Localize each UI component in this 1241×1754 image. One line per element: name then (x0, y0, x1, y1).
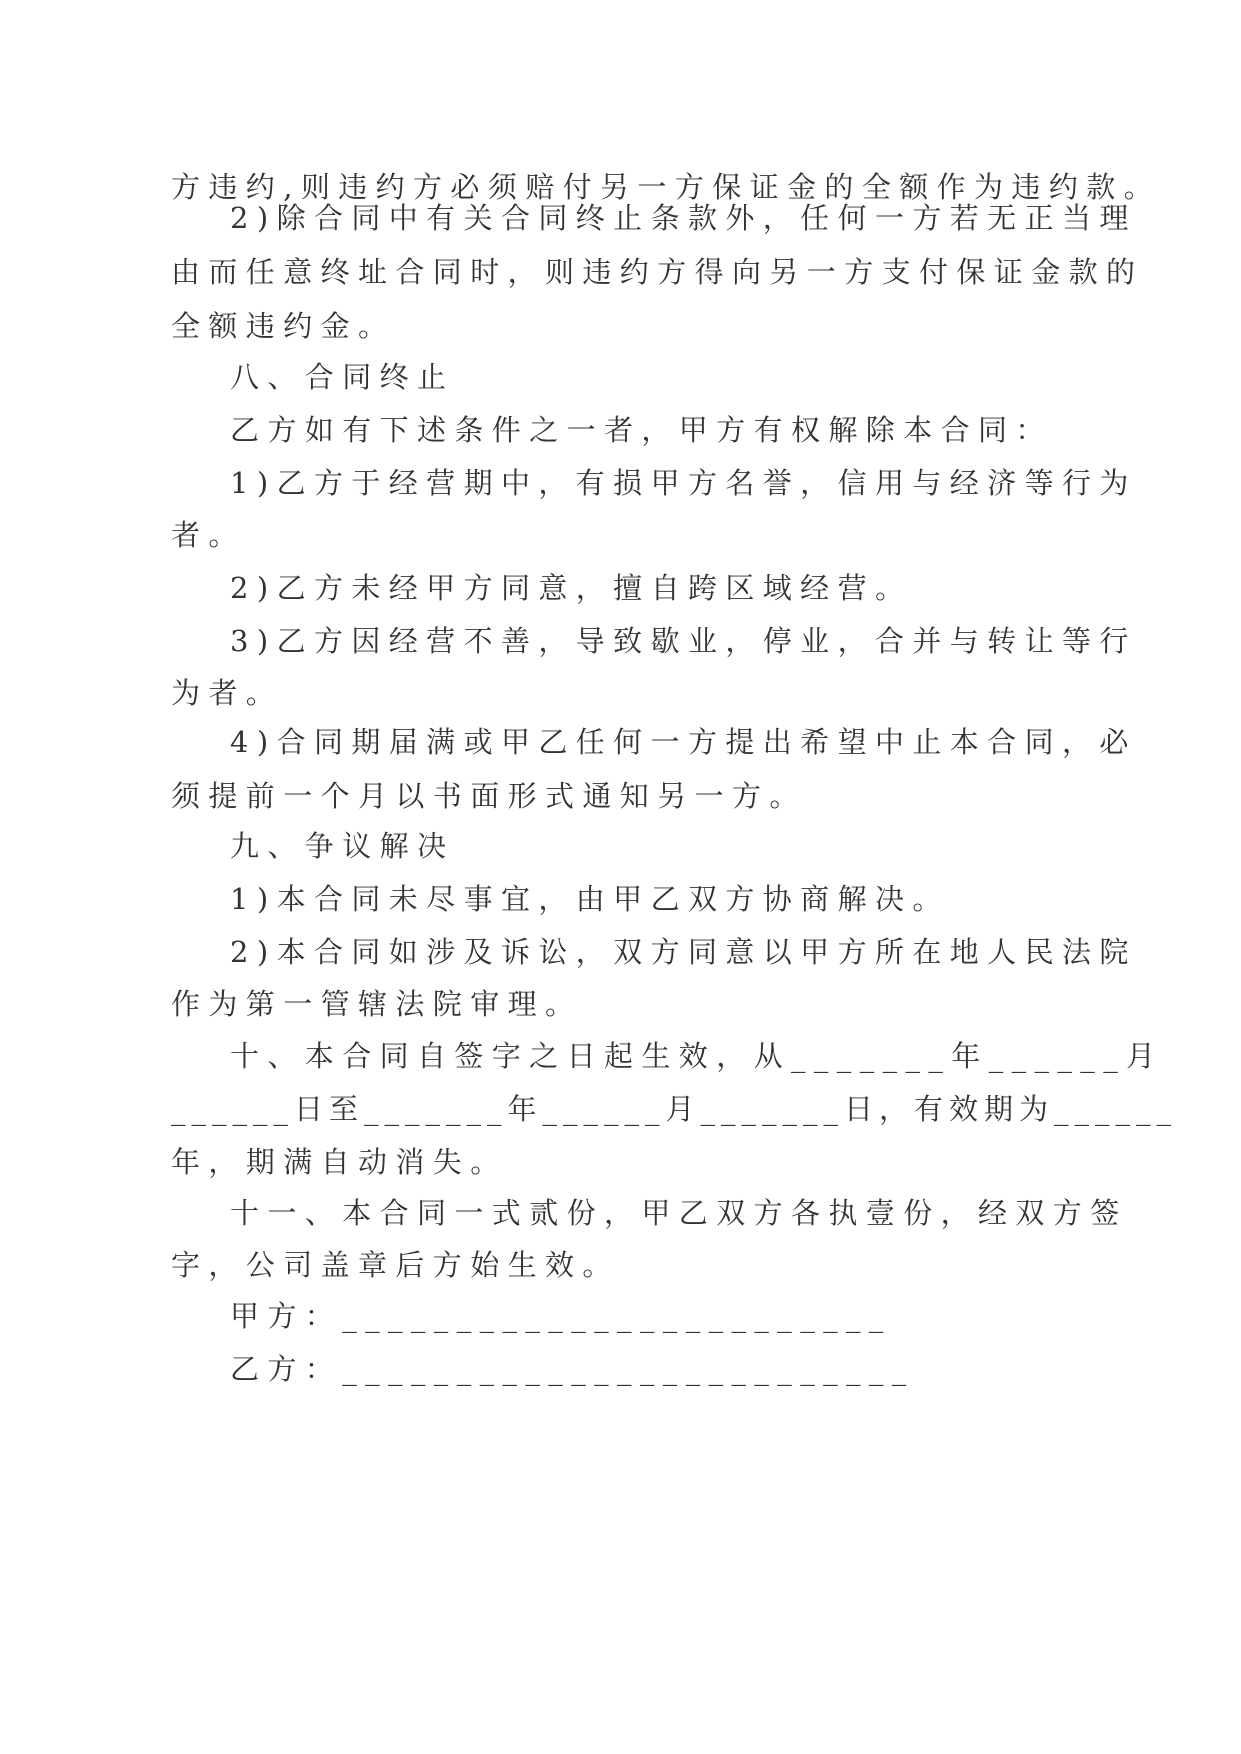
text-line: 字，公司盖章后方始生效。 (171, 1248, 620, 1282)
text-line: 2)除合同中有关合同终止条款外，任何一方若无正当理 (230, 201, 1137, 235)
text-line: 十一、本合同一式贰份，甲乙双方各执壹份，经双方签 (230, 1196, 1128, 1230)
section-heading: 八、合同终止 (230, 360, 455, 394)
text-line: 1)本合同未尽事宜，由甲乙双方协商解决。 (230, 882, 950, 916)
text-line: 须提前一个月以书面形式通知另一方。 (171, 779, 807, 813)
signature-line-party-a: 甲方：________________________ (230, 1299, 892, 1333)
text-line: 4)合同期届满或甲乙任何一方提出希望中止本合同，必 (230, 725, 1137, 759)
section-heading: 九、争议解决 (230, 829, 455, 863)
text-line: 2)本合同如涉及诉讼，双方同意以甲方所在地人民法院 (230, 935, 1137, 969)
text-line: 3)乙方因经营不善，导致歇业，停业，合并与转让等行 (230, 624, 1137, 658)
text-line: 为者。 (171, 676, 284, 710)
text-line: 作为第一管辖法院审理。 (171, 987, 583, 1021)
text-line: 由而任意终址合同时，则违约方得向另一方支付保证金款的 (171, 255, 1144, 289)
text-line: 方违约,则违约方必须赔付另一方保证金的全额作为违约款。 (171, 170, 1162, 204)
signature-line-party-b: 乙方：_________________________ (230, 1352, 915, 1386)
text-line: 2)乙方未经甲方同意，擅自跨区域经营。 (230, 571, 913, 605)
text-line: 乙方如有下述条件之一者，甲方有权解除本合同： (230, 413, 1053, 447)
text-line: 全额违约金。 (171, 309, 396, 343)
text-line: 十、本合同自签字之日起生效，从_______年______月 (230, 1039, 1164, 1073)
text-line: ______日至_______年______月_______日，有效期为______ (171, 1092, 1178, 1126)
text-line: 1)乙方于经营期中，有损甲方名誉，信用与经济等行为 (230, 466, 1137, 500)
text-line: 年，期满自动消失。 (171, 1145, 508, 1179)
text-line: 者。 (171, 518, 246, 552)
